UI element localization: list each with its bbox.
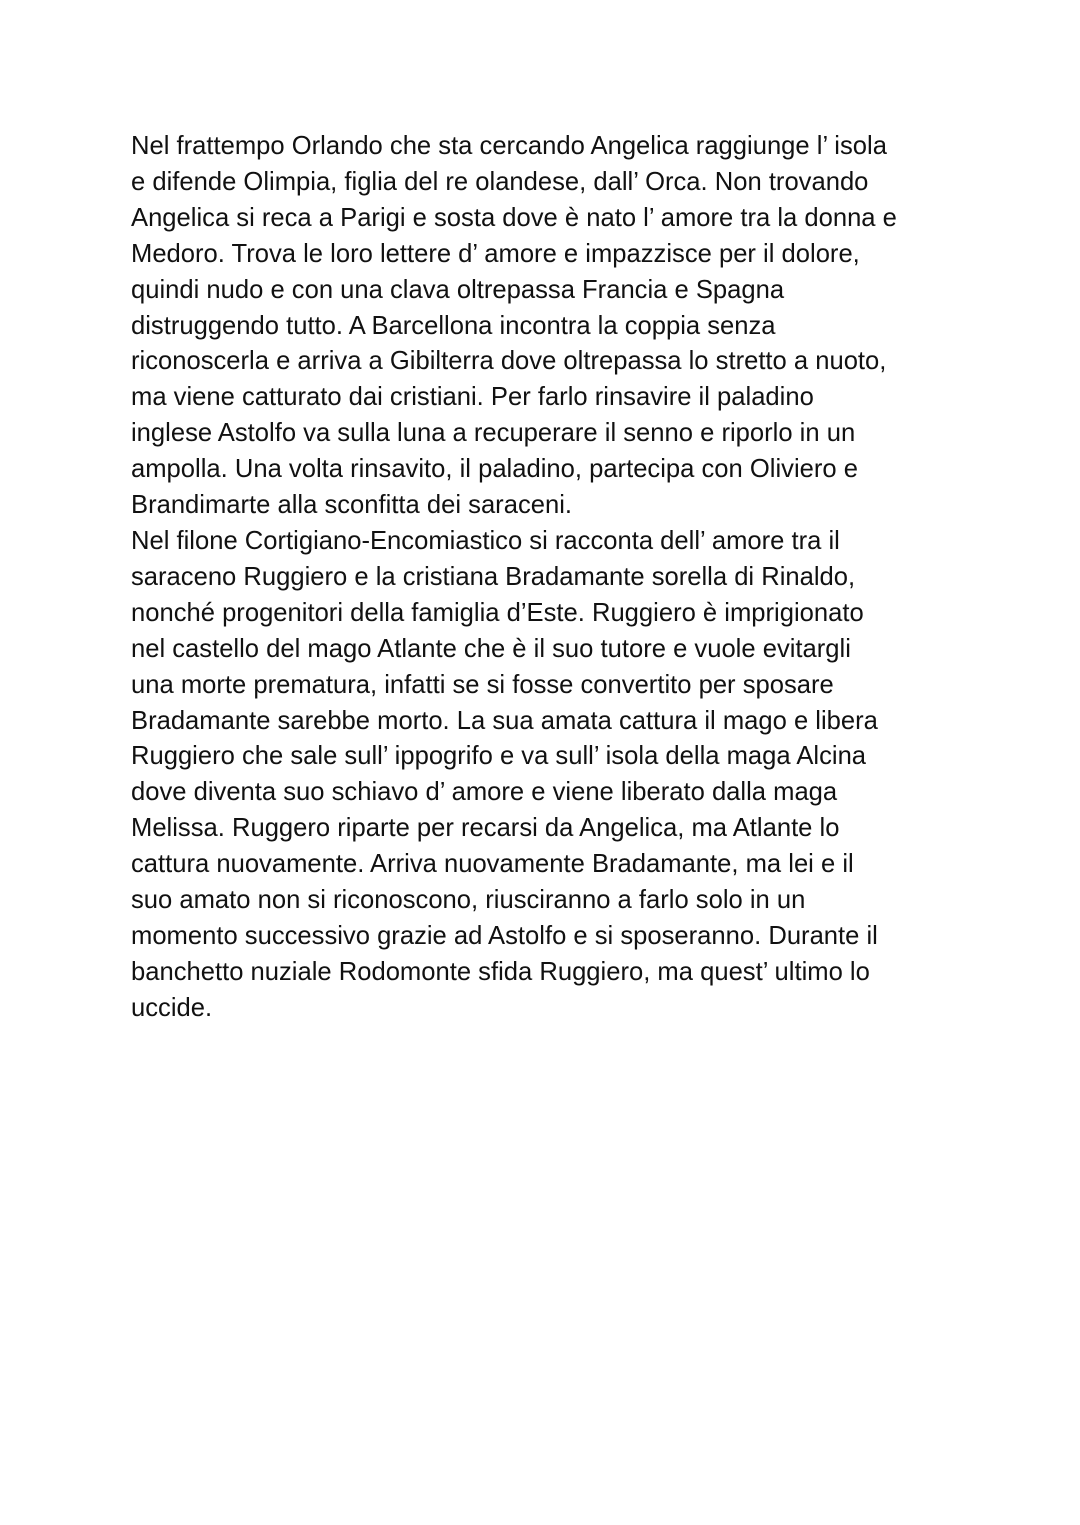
text-line: banchetto nuziale Rodomonte sfida Ruggiero, ma quest’ ultimo lo [131, 957, 870, 986]
text-line: riconoscerla e arriva a Gibilterra dove oltrepassa lo stretto a nuoto, [131, 347, 887, 376]
text-line: nonché progenitori della famiglia d’Este. Ruggiero è imprigionato [131, 598, 864, 627]
text-line: inglese Astolfo va sulla luna a recuperare il senno e riporlo in un [131, 419, 856, 448]
text-line: Bradamante sarebbe morto. La sua amata cattura il mago e libera [131, 706, 878, 735]
text-line: ma viene catturato dai cristiani. Per farlo rinsavire il paladino [131, 383, 814, 412]
text-line: cattura nuovamente. Arriva nuovamente Bradamante, ma lei e il [131, 850, 854, 879]
text-line: distruggendo tutto. A Barcellona incontra la coppia senza [131, 311, 776, 340]
text-line: Angelica si reca a Parigi e sosta dove è nato l’ amore tra la donna e [131, 203, 897, 232]
text-line: Brandimarte alla sconfitta dei saraceni. [131, 491, 573, 520]
text-line: Melissa. Ruggero riparte per recarsi da Angelica, ma Atlante lo [131, 814, 840, 843]
text-line: suo amato non si riconoscono, riusciranno a farlo solo in un [131, 886, 806, 915]
text-line: momento successivo grazie ad Astolfo e si sposeranno. Durante il [131, 921, 878, 950]
text-line: Medoro. Trova le loro lettere d’ amore e impazzisce per il dolore, [131, 239, 860, 268]
text-line: uccide. [131, 993, 213, 1022]
text-line: e difende Olimpia, figlia del re olandese, dall’ Orca. Non trovando [131, 167, 869, 196]
text-line: nel castello del mago Atlante che è il suo tutore e vuole evitargli [131, 634, 851, 663]
text-line: una morte prematura, infatti se si fosse convertito per sposare [131, 670, 834, 699]
text-line: Nel filone Cortigiano-Encomiastico si racconta dell’ amore tra il [131, 526, 840, 555]
text-line: saraceno Ruggiero e la cristiana Bradamante sorella di Rinaldo, [131, 562, 856, 591]
text-line: quindi nudo e con una clava oltrepassa Francia e Spagna [131, 275, 785, 304]
document-body [131, 129, 897, 1027]
text-line: Nel frattempo Orlando che sta cercando Angelica raggiunge l’ isola [131, 132, 887, 160]
text-line: dove diventa suo schiavo d’ amore e viene liberato dalla maga [131, 778, 838, 807]
text-line: Ruggiero che sale sull’ ippogrifo e va sull’ isola della maga Alcina [131, 742, 867, 771]
text-line: ampolla. Una volta rinsavito, il paladino, partecipa con Oliviero e [131, 455, 858, 484]
